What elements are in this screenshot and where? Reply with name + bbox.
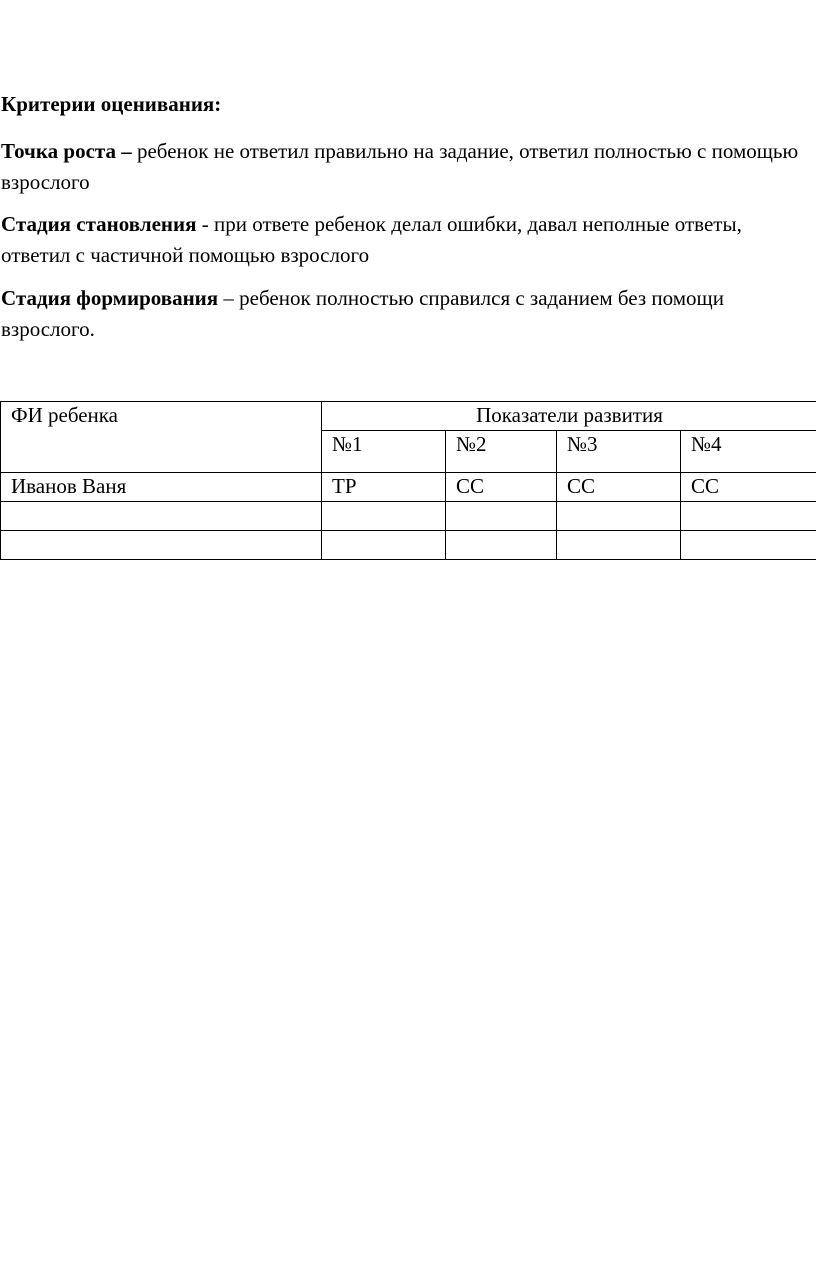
indicator-cell <box>322 531 446 560</box>
development-indicators-table <box>0 401 816 560</box>
criterion-formed-stage <box>1 283 813 345</box>
criterion-term: Стадия формирования <box>1 286 219 310</box>
criterion-description: – ребенок полностью справился с заданием без помощи взрослого. <box>1 286 724 341</box>
table-row <box>1 531 816 560</box>
indicator-cell <box>557 531 681 560</box>
criterion-term: Стадия становления <box>1 212 197 236</box>
criterion-description: ребенок не ответил правильно на задание, ответил полностью с помощью взрослого <box>1 139 799 194</box>
indicator-cell: СС <box>557 473 681 502</box>
child-name-cell <box>1 502 322 531</box>
criterion-formation-stage <box>1 209 813 271</box>
child-name-cell <box>1 531 322 560</box>
indicator-cell: СС <box>446 473 557 502</box>
indicator-2-header: №2 <box>446 431 557 473</box>
indicator-cell <box>446 502 557 531</box>
indicator-cell <box>446 531 557 560</box>
indicator-1-header: №1 <box>322 431 446 473</box>
indicator-cell: СС <box>681 473 816 502</box>
table-header-row <box>1 402 816 431</box>
criterion-description: - при ответе ребенок делал ошибки, давал неполные ответы, ответил с частичной помощью взрослого <box>1 212 742 267</box>
indicator-cell <box>557 502 681 531</box>
indicator-cell: ТР <box>322 473 446 502</box>
indicator-cell <box>322 502 446 531</box>
indicator-cell <box>681 502 816 531</box>
indicators-group-header: Показатели развития <box>322 402 816 431</box>
criteria-heading: Критерии оценивания: <box>1 92 222 116</box>
child-name-cell: Иванов Ваня <box>1 473 322 502</box>
criterion-term: Точка роста – <box>1 139 132 163</box>
table-row <box>1 473 816 502</box>
child-name-header: ФИ ребенка <box>1 402 322 473</box>
table-row <box>1 502 816 531</box>
indicator-cell <box>681 531 816 560</box>
indicator-3-header: №3 <box>557 431 681 473</box>
indicator-4-header: №4 <box>681 431 816 473</box>
criterion-growth-point <box>1 136 813 198</box>
